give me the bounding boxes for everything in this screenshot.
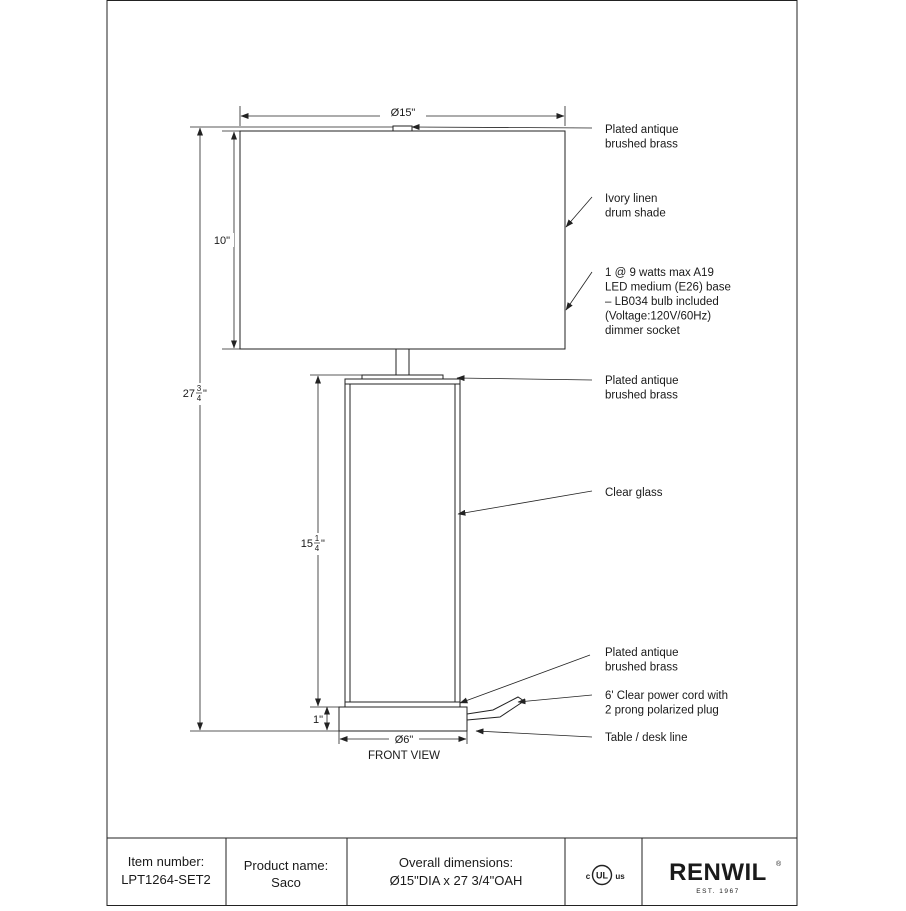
callout-line: Ivory linen bbox=[605, 193, 658, 205]
overall-dimensions-label: Overall dimensions: bbox=[398, 855, 514, 870]
callout-glass bbox=[605, 487, 663, 499]
callout-finial bbox=[605, 124, 679, 151]
callout-line: Plated antique bbox=[605, 124, 679, 136]
overall-height-num: 3 bbox=[196, 384, 202, 393]
callout-line: LED medium (E26) base bbox=[605, 281, 731, 294]
ul-us-mark: us bbox=[615, 872, 625, 881]
product-name-label: Product name: bbox=[243, 858, 329, 873]
callout-bulb bbox=[605, 267, 731, 337]
renwil-logo bbox=[669, 859, 782, 895]
overall-height-unit: " bbox=[203, 388, 207, 400]
callout-line: 6' Clear power cord with bbox=[605, 690, 728, 702]
brand-name: RENWIL bbox=[669, 859, 767, 886]
body-height-unit: " bbox=[321, 538, 325, 550]
shade-diameter-dim: Ø15" bbox=[390, 107, 416, 119]
ul-certification-icon bbox=[586, 866, 625, 885]
callout-power-cord bbox=[605, 690, 728, 717]
callout-line: Plated antique bbox=[605, 647, 679, 659]
callout-line: Plated antique bbox=[605, 375, 679, 387]
callout-line: dimmer socket bbox=[605, 325, 680, 337]
callout-line: (Voltage:120V/60Hz) bbox=[605, 310, 712, 323]
callout-line: drum shade bbox=[605, 207, 666, 220]
callout-bottom-collar bbox=[605, 647, 679, 674]
base-diameter-dim: Ø6" bbox=[394, 734, 414, 746]
callout-line: 1 @ 9 watts max A19 bbox=[605, 267, 714, 279]
body-height-whole: 15 bbox=[300, 538, 313, 550]
callout-line: brushed brass bbox=[605, 389, 678, 402]
callout-line: Clear glass bbox=[605, 487, 663, 499]
callout-top-cap bbox=[605, 375, 679, 402]
top-cap bbox=[362, 375, 443, 379]
callout-table-line bbox=[605, 732, 687, 744]
top-collar bbox=[345, 379, 460, 384]
base-height-dim: 1" bbox=[312, 714, 324, 726]
overall-height-whole: 27 bbox=[182, 388, 195, 400]
body-height-den: 4 bbox=[314, 544, 320, 553]
brand-established: EST. 1967 bbox=[696, 888, 740, 895]
brand-registered-mark: ® bbox=[776, 861, 782, 868]
callout-line: brushed brass bbox=[605, 661, 678, 674]
overall-dimensions-value: Ø15"DIA x 27 3/4"OAH bbox=[389, 873, 523, 888]
stem bbox=[396, 349, 409, 375]
callout-line: – LB034 bulb included bbox=[605, 296, 719, 308]
lamp-front-view bbox=[240, 126, 565, 731]
item-number-value: LPT1264-SET2 bbox=[121, 872, 211, 887]
front-view-label: FRONT VIEW bbox=[368, 750, 440, 762]
power-cord bbox=[467, 697, 524, 720]
callout-line: 2 prong polarized plug bbox=[605, 704, 719, 717]
glass-body bbox=[345, 384, 460, 702]
shade-height-dim: 10" bbox=[213, 235, 231, 247]
bottom-collar bbox=[345, 702, 460, 707]
callout-line: Table / desk line bbox=[605, 732, 688, 744]
callout-line: brushed brass bbox=[605, 138, 678, 151]
ul-c-mark: c bbox=[585, 872, 591, 881]
callouts bbox=[605, 124, 731, 744]
callout-shade bbox=[605, 193, 666, 220]
body-height-num: 1 bbox=[314, 534, 320, 543]
drum-shade bbox=[240, 131, 565, 349]
finial bbox=[393, 126, 412, 131]
title-block bbox=[107, 838, 797, 906]
product-name-value: Saco bbox=[271, 875, 301, 890]
base bbox=[339, 707, 467, 731]
ul-mark: UL bbox=[596, 870, 608, 881]
item-number-label: Item number: bbox=[127, 854, 205, 869]
overall-height-den: 4 bbox=[196, 394, 202, 403]
